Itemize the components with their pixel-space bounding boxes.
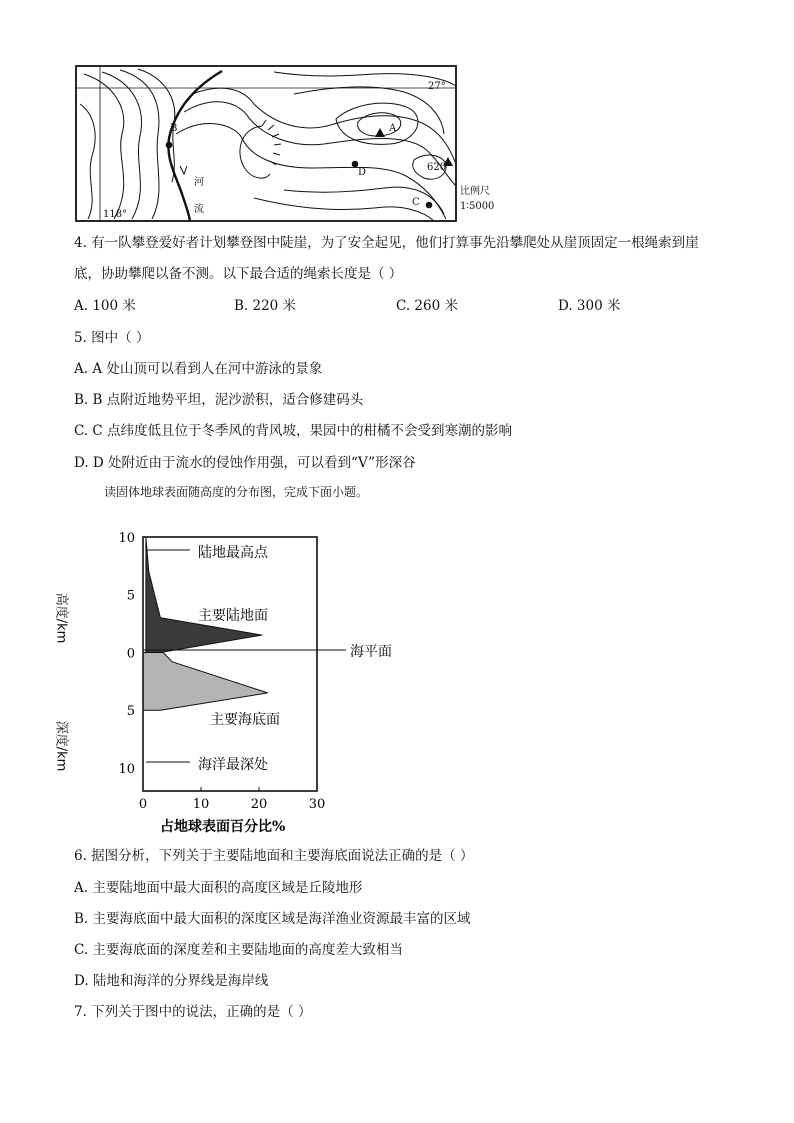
q5-stem: 5. 图中（ ） xyxy=(74,330,150,346)
annotation-sea-level: 海平面 xyxy=(350,644,392,660)
scale-label: 比例尺 xyxy=(460,186,490,197)
elevation-distribution-chart xyxy=(80,526,420,840)
series-area-main-seafloor xyxy=(143,653,268,711)
q5-option-b: B. B 点附近地势平坦，泥沙淤积，适合修建码头 xyxy=(74,392,364,408)
q4-stem-line2: 底，协助攀爬以备不测。以下最合适的绳索长度是（ ） xyxy=(74,266,403,282)
annotation-main-land: 主要陆地面 xyxy=(198,608,268,624)
river-label-2: 流 xyxy=(194,204,204,215)
q6-stem: 6. 据图分析，下列关于主要陆地面和主要海底面说法正确的是（ ） xyxy=(74,848,474,864)
q7-stem: 7. 下列关于图中的说法，正确的是（ ） xyxy=(74,1004,312,1020)
y-tick-label: 5 xyxy=(126,704,135,720)
section-intro: 读固体地球表面随高度的分布图，完成下面小题。 xyxy=(104,485,369,499)
q5-option-a: A. A 处山顶可以看到人在河中游泳的景象 xyxy=(74,361,323,377)
y-tick-label: 10 xyxy=(118,761,135,777)
q6-option-d: D. 陆地和海洋的分界线是海岸线 xyxy=(74,973,269,989)
q4-option-b: B. 220 米 xyxy=(234,298,297,314)
river-label-1: 河 xyxy=(194,177,204,188)
y-tick-label: 10 xyxy=(118,531,135,546)
scale-value: 1∶5000 xyxy=(460,201,495,212)
annotation-highest-point: 陆地最高点 xyxy=(198,545,268,561)
q4-option-a: A. 100 米 xyxy=(74,298,136,314)
q4-option-c: C. 260 米 xyxy=(396,298,458,314)
elevation-label: 620 xyxy=(427,162,447,173)
x-tick-label: 0 xyxy=(138,797,148,812)
q6-option-b: B. 主要海底面中最大面积的深度区域是海洋渔业资源最丰富的区域 xyxy=(74,911,471,927)
latitude-label: 27° xyxy=(428,81,446,92)
y-axis-title-height: 高度/km xyxy=(53,592,69,644)
q4-option-d: D. 300 米 xyxy=(558,298,621,314)
y-tick-label: 0 xyxy=(126,646,135,662)
q6-option-c: C. 主要海底面的深度差和主要陆地面的高度差大致相当 xyxy=(74,942,403,958)
x-tick-label: 30 xyxy=(308,797,326,812)
q5-option-c: C. C 点纬度低且位于冬季风的背风坡，果园中的柑橘不会受到寒潮的影响 xyxy=(74,423,513,439)
y-tick-label: 5 xyxy=(126,588,135,604)
point-d-label: D xyxy=(358,167,367,178)
map-labels xyxy=(74,64,500,226)
x-axis-title: 占地球表面百分比% xyxy=(160,819,286,835)
x-tick-label: 20 xyxy=(250,797,268,812)
point-a-label: A xyxy=(389,123,397,134)
q5-option-d: D. D 处附近由于流水的侵蚀作用强，可以看到“V”形深谷 xyxy=(74,455,416,471)
point-c-label: C xyxy=(412,197,420,208)
q4-stem-line1: 4. 有一队攀登爱好者计划攀登图中陡崖，为了安全起见，他们打算事先沿攀爬处从崖顶固定一根绳索到崖 xyxy=(74,235,699,251)
point-b-label: B xyxy=(170,123,178,134)
annotation-deepest-point: 海洋最深处 xyxy=(198,757,268,773)
y-axis-title-depth: 深度/km xyxy=(53,720,69,772)
q6-option-a: A. 主要陆地面中最大面积的高度区域是丘陵地形 xyxy=(74,880,363,896)
x-tick-label: 10 xyxy=(192,797,210,812)
longitude-label: 118° xyxy=(103,209,128,220)
annotation-main-seafloor: 主要海底面 xyxy=(210,712,280,728)
